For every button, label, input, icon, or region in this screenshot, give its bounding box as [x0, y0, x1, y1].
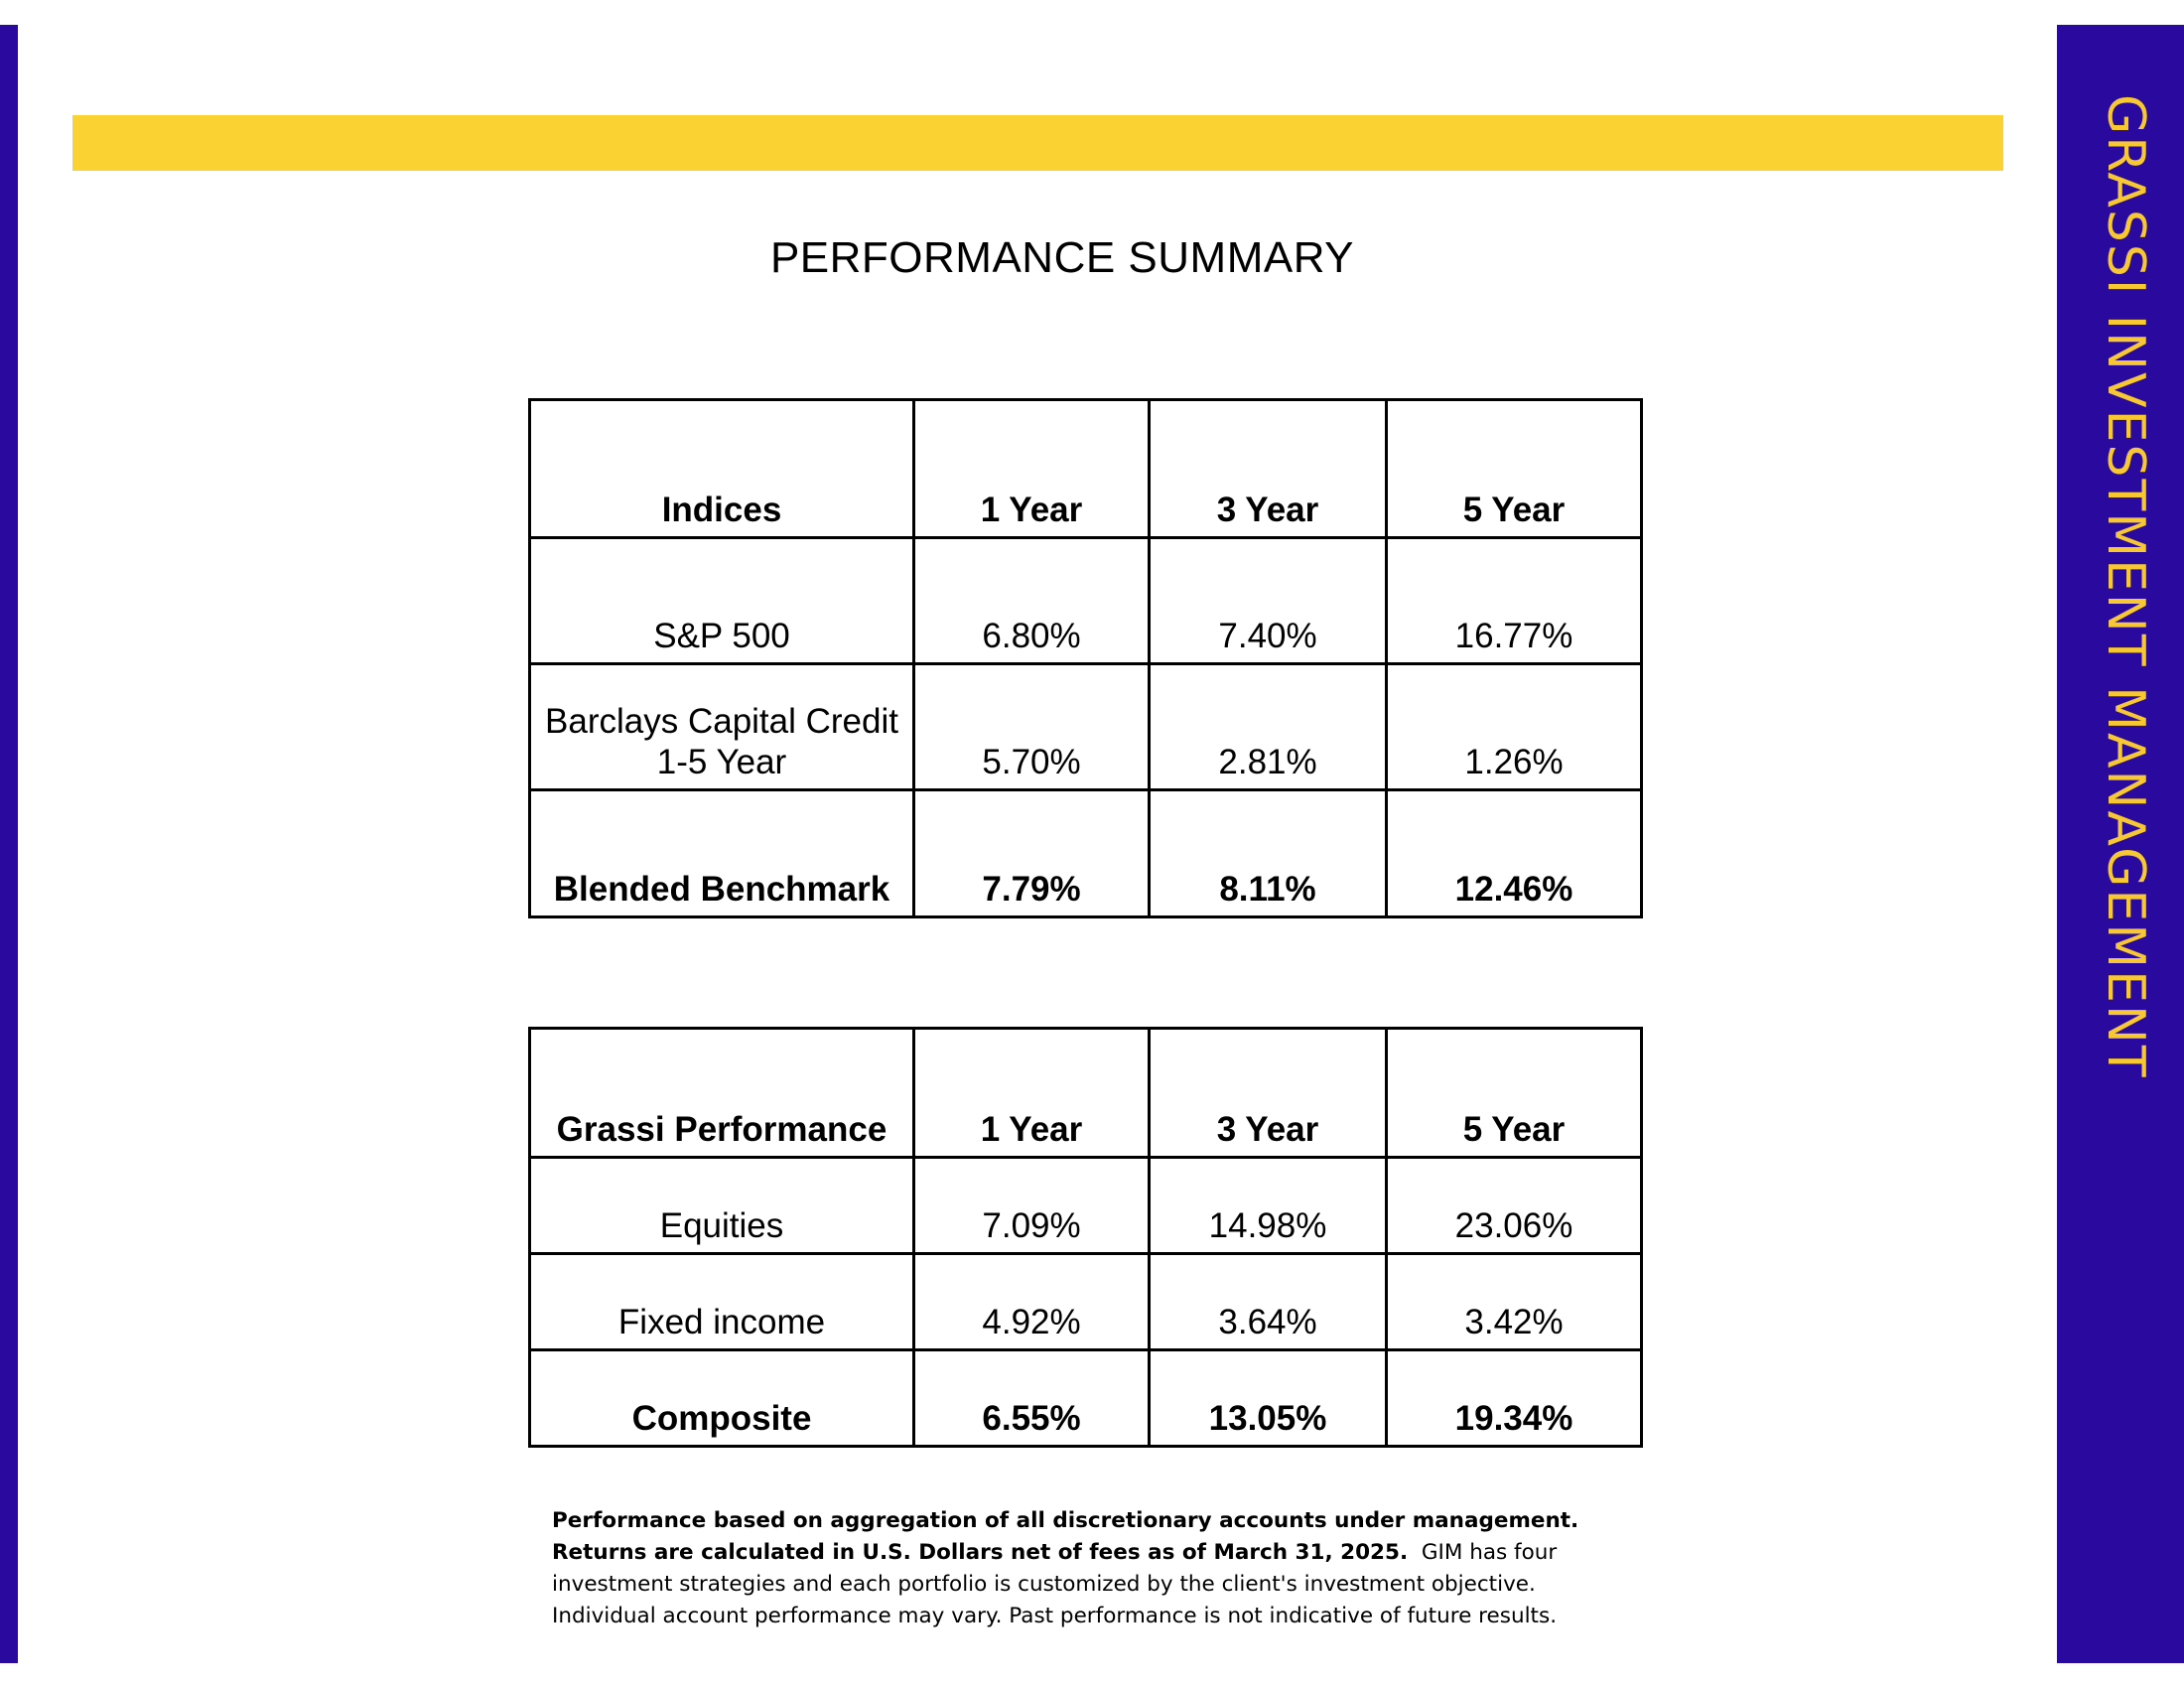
header-5-year: 5 Year: [1387, 400, 1642, 538]
row-label: Fixed income: [530, 1254, 914, 1350]
value-5-year: 19.34%: [1387, 1350, 1642, 1447]
header-band: [72, 115, 2003, 171]
table-row: [530, 1350, 1642, 1447]
page-title: PERFORMANCE SUMMARY: [769, 233, 1355, 282]
header-1-year: 1 Year: [914, 1029, 1150, 1158]
value-1-year: 7.79%: [914, 790, 1150, 917]
disclaimer-line2-bold: Returns are calculated in U.S. Dollars net of fees as of March 31, 2025.: [552, 1540, 1409, 1565]
value-3-year: 3.64%: [1150, 1254, 1387, 1350]
header-3-year: 3 Year: [1150, 1029, 1387, 1158]
row-label: Blended Benchmark: [530, 790, 914, 917]
row-label: S&P 500: [530, 538, 914, 664]
table-row: [530, 1254, 1642, 1350]
indices-table: [528, 398, 1643, 918]
value-3-year: 7.40%: [1150, 538, 1387, 664]
grassi-performance-table: [528, 1027, 1643, 1448]
header-5-year: 5 Year: [1387, 1029, 1642, 1158]
table-header-row: [530, 1029, 1642, 1158]
header-3-year: 3 Year: [1150, 400, 1387, 538]
value-5-year: 16.77%: [1387, 538, 1642, 664]
table-header-row: [530, 400, 1642, 538]
row-label: Composite: [530, 1350, 914, 1447]
table-row: [530, 790, 1642, 917]
value-3-year: 14.98%: [1150, 1158, 1387, 1254]
table-row: [530, 538, 1642, 664]
value-5-year: 3.42%: [1387, 1254, 1642, 1350]
brand-name: GRASSI INVESTMENT MANAGEMENT: [2096, 94, 2155, 1079]
performance-disclaimer: [552, 1505, 1584, 1632]
value-1-year: 5.70%: [914, 664, 1150, 790]
value-1-year: 6.80%: [914, 538, 1150, 664]
value-1-year: 4.92%: [914, 1254, 1150, 1350]
value-5-year: 12.46%: [1387, 790, 1642, 917]
value-1-year: 6.55%: [914, 1350, 1150, 1447]
row-label: Equities: [530, 1158, 914, 1254]
disclaimer-line1: Performance based on aggregation of all discretionary accounts under management.: [552, 1508, 1579, 1533]
value-5-year: 1.26%: [1387, 664, 1642, 790]
table-row: [530, 1158, 1642, 1254]
value-5-year: 23.06%: [1387, 1158, 1642, 1254]
disclaimer-line3: investment strategies and each portfolio is customized by the client's investment objective.: [552, 1572, 1536, 1597]
header-1-year: 1 Year: [914, 400, 1150, 538]
header-grassi-performance: Grassi Performance: [530, 1029, 914, 1158]
value-3-year: 2.81%: [1150, 664, 1387, 790]
value-3-year: 8.11%: [1150, 790, 1387, 917]
disclaimer-line4: Individual account performance may vary. Past performance is not indicative of future results.: [552, 1604, 1558, 1628]
row-label-line1: Barclays Capital Credit: [545, 702, 898, 741]
row-label-line2: 1-5 Year: [656, 743, 787, 781]
header-indices: Indices: [530, 400, 914, 538]
value-1-year: 7.09%: [914, 1158, 1150, 1254]
table-row: [530, 664, 1642, 790]
value-3-year: 13.05%: [1150, 1350, 1387, 1447]
disclaimer-line2-rest: GIM has four: [1421, 1540, 1558, 1565]
row-label: [530, 664, 914, 790]
